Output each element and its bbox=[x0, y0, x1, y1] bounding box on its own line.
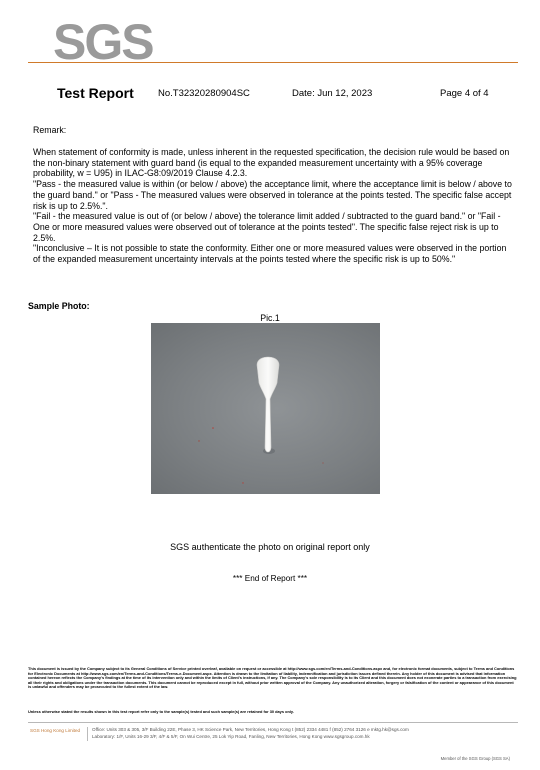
report-header bbox=[0, 87, 540, 103]
report-number: No.T32320280904SC bbox=[158, 88, 250, 99]
remark-body bbox=[33, 147, 513, 265]
sample-photo-label: Sample Photo: bbox=[28, 301, 90, 311]
disclaimer-text: This document is issued by the Company subject to its General Conditions of Service printed overleaf, available on request or accessible at http://www.sgs.com/en/Terms-and-Conditions.aspx and, for electronic format documents, subject to Terms and Conditions for Electronic Documents at http://www.sgs.com/en/Terms-and-Conditions/Terms-e-Document.aspx. Attention is drawn to the limitation of liability, indemnification and jurisdiction issues defined therein. Any holder of this document is advised that information contained hereon reflects the Company's findings at the time of its intervention only and within the limits of Client's instructions, if any. The Company's sole responsibility is to its Client and this document does not exonerate parties to a transaction from exercising all their rights and obligations under the transaction documents. This document cannot be reproduced except in full, without prior written approval of the Company. Any unauthorized alteration, forgery or falsification of the content or appearance of this document is unlawful and offenders may be prosecuted to the fullest extent of the law. bbox=[28, 666, 517, 690]
report-date: Date: Jun 12, 2023 bbox=[292, 88, 373, 99]
remark-paragraph-inconclusive: "Inconclusive – It is not possible to state the conformity. Either one or more measured values were observed in the portion of the expanded measurement uncertainty intervals at the points tested where the specific risk is up to 50%." bbox=[33, 243, 507, 265]
footer-company: SGS Hong Kong Limited bbox=[30, 728, 81, 733]
legal-disclaimer bbox=[28, 667, 518, 690]
header-rule bbox=[28, 62, 518, 63]
footer-lab-line: Laboratory: 1/F, Units 16-29 3/F, 4/F & 5/F, On Wui Centre, 25 Lok Yip Road, Fanling, New Territories, Hong Kong www.sgsgroup.com.hk bbox=[92, 733, 370, 739]
page-indicator: Page 4 of 4 bbox=[440, 88, 489, 99]
footer-member-note: Member of the SGS Group (SGS SA) bbox=[440, 756, 510, 761]
remark-paragraph-fail: "Fail - the measured value is out of (or below / above) the tolerance limit added / subtracted to the guard band." or "Fail - One or more measured values were observed out of tolerance at the points tested". The specific false reject risk is up to 2.5%. bbox=[33, 211, 501, 243]
logo-text: SGS bbox=[53, 14, 153, 70]
spoon-sample-image bbox=[151, 323, 380, 494]
remark-paragraph-pass: "Pass - the measured value is within (or below / above) the acceptance limit, where the acceptance limit is below / above to the guard band." or "Pass - The measured values were observed in tolerance at the points tested. The specific false accept risk is up to 2.5%.". bbox=[33, 179, 512, 211]
sample-photo bbox=[151, 323, 380, 494]
sgs-logo bbox=[53, 14, 153, 70]
pic-caption: Pic.1 bbox=[260, 313, 280, 323]
footer-office-line: Office: Units 303 & 305, 3/F Building 22E, Phase 3, HK Science Park, New Territories, Hong Kong t (852) 2334 4481 f (852) 2764 3126 e mktg.hk@sgs.com bbox=[92, 727, 409, 732]
remark-paragraph-decision-rule: When statement of conformity is made, unless inherent in the requested specification, the decision rule would be based on the non-binary statement with guard band (is equal to the expanded measurement uncertainty with a 95% coverage probability, w = U95) in ILAC-G8:09/2019 Clause 4.2.3. bbox=[33, 147, 510, 179]
report-title: Test Report bbox=[57, 85, 134, 101]
photo-authentication-note: SGS authenticate the photo on original report only bbox=[170, 542, 370, 552]
remark-label: Remark: bbox=[33, 125, 67, 135]
footer-separator bbox=[87, 727, 88, 741]
end-of-report: *** End of Report *** bbox=[232, 574, 308, 583]
footer-rule bbox=[28, 722, 518, 723]
results-note: Unless otherwise stated the results shown in this test report refer only to the sample(s) tested and such sample(s) are retained for 30 days only. bbox=[28, 709, 294, 714]
footer-address bbox=[92, 727, 522, 741]
